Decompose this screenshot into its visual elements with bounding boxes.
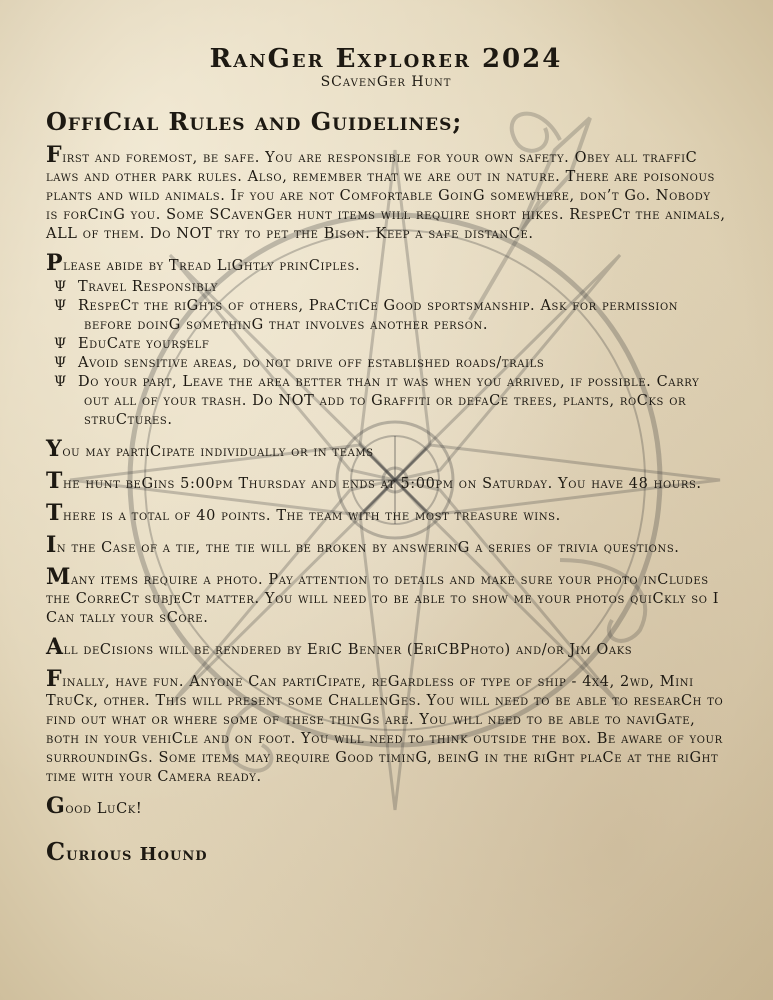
signature: Curious Hound bbox=[46, 837, 208, 866]
participation-paragraph: You may partiCipate individually or in teams bbox=[46, 436, 374, 462]
trident-bullet-icon: Ψ bbox=[54, 298, 67, 314]
tread-lightly-intro: Please abide by Tread LiGhtly prinCiples. bbox=[46, 250, 361, 276]
list-item bbox=[46, 297, 726, 335]
list-item-text: Avoid sensitive areas, do not drive off established roads/trails bbox=[78, 355, 545, 371]
trident-bullet-icon: Ψ bbox=[54, 374, 67, 390]
list-item bbox=[46, 354, 726, 373]
timing-paragraph: The hunt beGins 5:00pm Thursday and ends at 5:00pm on Saturday. You have 48 hours. bbox=[46, 468, 702, 494]
list-item-text: Travel Responsibly bbox=[78, 279, 218, 295]
rules-heading: OffiCial Rules and Guidelines; bbox=[46, 107, 463, 136]
trident-bullet-icon: Ψ bbox=[54, 336, 67, 352]
good-luck-text: Good LuCk! bbox=[46, 793, 143, 819]
list-item bbox=[46, 335, 726, 354]
list-item-text: Do your part, Leave the area better than it was when you arrived, if possible. Carry out all of your trash. Do NOT add to Graffiti or defaCe trees, plants, roCks or struCtures. bbox=[78, 374, 700, 428]
finally-paragraph: Finally, have fun. Anyone Can partiCipate, reGardless of type of ship - 4x4, 2wd, Mini TruCk, other. This will present some ChallenGes. You will need to be able to researCh to find out what or where some of these thinGs are. You will need to be able to naviGate, both in your vehiCle and on foot. You will need to think outside the box. Be aware of your surroundinGs. Some items may require Good timinG, beinG in the riGht plaCe at the riGht time with your Camera ready. bbox=[46, 666, 724, 785]
list-item bbox=[46, 373, 726, 430]
document-title: RanGer Explorer 2024 bbox=[209, 44, 563, 74]
list-item-text: RespeCt the riGhts of others, PraCtiCe Good sportsmanship. Ask for permission before doinG somethinG that involves another person. bbox=[78, 298, 679, 333]
photo-paragraph: Many items require a photo. Pay attention to details and make sure your photo inCludes the CorreCt subjeCt matter. You will need to be able to show me your photos quiCkly so I Can tally your sCore. bbox=[46, 564, 720, 626]
tie-paragraph: In the Case of a tie, the tie will be broken by answerinG a series of trivia questions. bbox=[46, 532, 680, 558]
document-subtitle: SCavenGer Hunt bbox=[320, 74, 452, 90]
rules-document bbox=[46, 44, 726, 866]
points-paragraph: There is a total of 40 points. The team with the most treasure wins. bbox=[46, 500, 561, 526]
trident-bullet-icon: Ψ bbox=[54, 355, 67, 371]
safety-paragraph: First and foremost, be safe. You are responsible for your own safety. Obey all traffiC laws and other park rules. Also, remember that we are out in nature. There are poisonous plants and wild animals. If you are not Comfortable GoinG somewhere, don’t Go. Nobody is forCinG you. Some SCavenGer hunt items will require short hikes. RespeCt the animals, ALL of them. Do NOT try to pet the Bison. Keep a safe distanCe. bbox=[46, 142, 726, 242]
tread-lightly-list bbox=[46, 278, 726, 430]
decisions-paragraph: All deCisions will be rendered by EriC Benner (EriCBPhoto) and/or Jim Oaks bbox=[46, 634, 633, 660]
trident-bullet-icon: Ψ bbox=[54, 279, 67, 295]
list-item-text: EduCate yourself bbox=[78, 336, 210, 352]
list-item bbox=[46, 278, 726, 297]
